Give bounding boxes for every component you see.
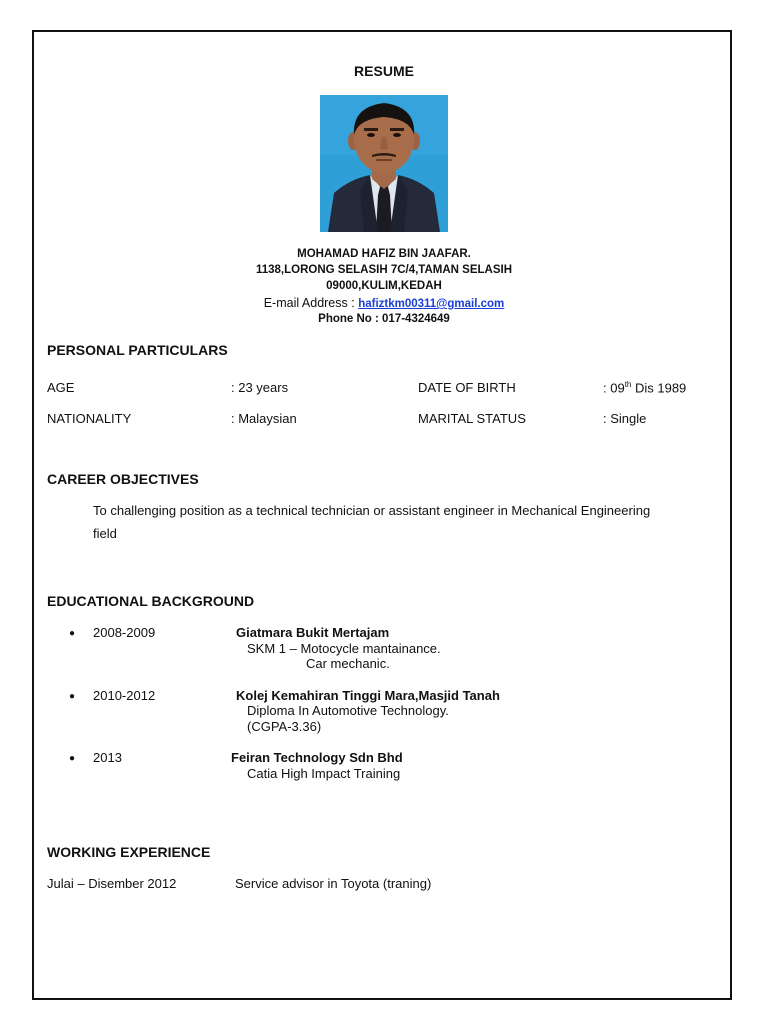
portrait-image xyxy=(320,95,448,232)
resume-title: RESUME xyxy=(354,63,414,79)
marital-status-label: MARITAL STATUS xyxy=(418,411,526,426)
contact-name: MOHAMAD HAFIZ BIN JAAFAR. xyxy=(297,248,471,260)
personal-particulars-heading: PERSONAL PARTICULARS xyxy=(47,342,228,358)
dob-value xyxy=(603,380,686,395)
dob-value-rest: Dis 1989 xyxy=(631,380,687,396)
marital-status-value: : Single xyxy=(603,411,647,426)
education-3-school: Feiran Technology Sdn Bhd xyxy=(231,750,403,765)
profile-photo xyxy=(320,95,448,232)
education-2-years: 2010-2012 xyxy=(93,688,156,703)
education-1-detail2: Car mechanic. xyxy=(306,656,390,671)
contact-email-row xyxy=(0,296,768,310)
email-label: E-mail Address : xyxy=(263,296,359,310)
email-link[interactable]: hafiztkm00311@gmail.com xyxy=(358,298,505,310)
age-value: : 23 years xyxy=(231,380,289,395)
nationality-label: NATIONALITY xyxy=(47,411,132,426)
career-objective-line2: field xyxy=(93,526,117,541)
career-objectives-heading: CAREER OBJECTIVES xyxy=(47,471,199,487)
education-1-years: 2008-2009 xyxy=(93,625,156,640)
education-2-detail2: (CGPA-3.36) xyxy=(247,719,322,734)
bullet-icon: ● xyxy=(69,691,76,702)
educational-background-heading: EDUCATIONAL BACKGROUND xyxy=(47,593,255,609)
education-1-detail1: SKM 1 – Motocycle mantainance. xyxy=(247,641,441,656)
education-1-school: Giatmara Bukit Mertajam xyxy=(236,625,390,640)
education-3-years: 2013 xyxy=(93,750,122,765)
bullet-icon: ● xyxy=(69,628,76,639)
career-objective-line1: To challenging position as a technical technician or assistant engineer in Mechanical Engineering xyxy=(93,503,651,518)
dob-value-day: : 09 xyxy=(603,380,625,396)
work-period: Julai – Disember 2012 xyxy=(47,876,177,891)
contact-phone: Phone No : 017-4324649 xyxy=(318,313,450,325)
bullet-icon: ● xyxy=(69,753,76,764)
working-experience-heading: WORKING EXPERIENCE xyxy=(47,844,211,860)
nationality-value: : Malaysian xyxy=(231,411,297,426)
contact-address-line2: 09000,KULIM,KEDAH xyxy=(326,280,442,292)
dob-label: DATE OF BIRTH xyxy=(418,380,516,395)
dob-value-suffix: th xyxy=(624,380,632,389)
education-3-detail1: Catia High Impact Training xyxy=(247,766,401,781)
age-label: AGE xyxy=(47,380,75,395)
education-2-detail1: Diploma In Automotive Technology. xyxy=(247,703,449,718)
education-2-school: Kolej Kemahiran Tinggi Mara,Masjid Tanah xyxy=(236,688,500,703)
contact-address-line1: 1138,LORONG SELASIH 7C/4,TAMAN SELASIH xyxy=(255,264,513,276)
work-role: Service advisor in Toyota (traning) xyxy=(235,876,432,891)
